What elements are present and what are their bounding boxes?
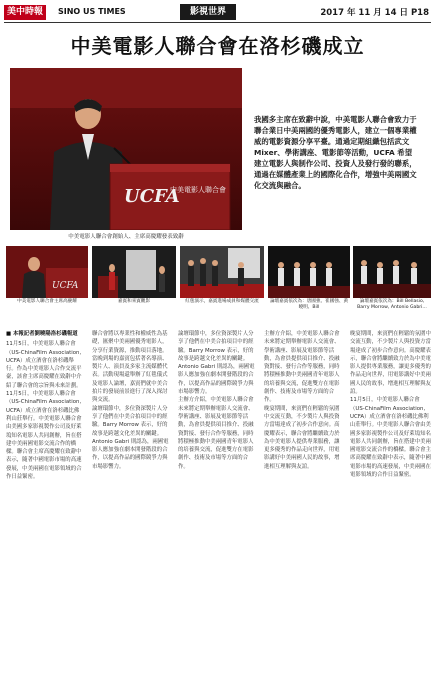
body-column-2: [92, 330, 170, 692]
body-column-3: [178, 330, 256, 692]
photo-4-caption: 論壇嘉賓依次為：唐國強、崔國強、黃曉明、Bill: [269, 299, 349, 310]
photo-row: [6, 246, 431, 310]
body-paragraph: 論壇環節中，多位資深製片人分享了他們在中美合拍項目中的經驗。Barry Morrow 表示，好的故事是跨越文化差異的關鍵。Antonio Gabri 則認為，兩國電影人應加強在劇本開發階段的合作，以提高作品的國際競爭力與市場影響力。: [178, 331, 255, 396]
photo-1-caption: 中美電影人聯合會主席高慶耀: [17, 299, 77, 304]
masthead-logo: 美中時報: [4, 5, 46, 20]
body-subhead: ■ 本報記者劉曉陽洛杉磯報道: [6, 331, 78, 337]
photo-3: [180, 246, 264, 298]
photo-3-caption: 紅毯演示，嘉賓進場成員和媒體交流: [185, 299, 259, 304]
svg-text:UCFA: UCFA: [52, 281, 79, 291]
body-column-4: [264, 330, 342, 692]
date-text: 2017 年 11 月 14 日: [320, 8, 408, 18]
section-label: 影視世界: [180, 4, 236, 20]
photo-5: [353, 246, 431, 298]
body-paragraph: 晚宴期間，來賓們在輕鬆的氛圍中交流互動，不少製片人與投資方當場達成了初步合作意向。高慶耀表示，聯合會將繼續致力於為中美電影人提供專業服務，讓更多優秀的作品走向世界，用電影講好中美兩國人民的故事，增進相互理解與友誼。: [264, 405, 340, 470]
photo-5-caption: 論壇嘉賓依次為：Bill Bellasio, Barry Morrow, Antonio Gabri...: [357, 299, 427, 310]
lede-paragraph: 我國多主席在致辭中說，中美電影人聯合會致力于聯合業日中美兩國的優秀電影人，建立一個專業權威的電影資源分享平臺。通過定期組織包括武文 Mixer、學術講座、電影節等活動，UCFA 希望建立電影人與制作公司、投資人及發行發的聯系，通過在媒體產業上的國際化合作，增強中美兩國文化交流與融合。: [254, 115, 417, 190]
article-body: [6, 330, 431, 692]
photo-2: [92, 246, 176, 298]
masthead-title-en: SINO US TIMES: [58, 7, 126, 16]
body-column-5: [350, 330, 431, 692]
svg-text:UCFA: UCFA: [124, 186, 180, 207]
photo-4: [268, 246, 350, 298]
podium-title: 中美電影人聯合會: [170, 186, 226, 194]
hero-caption: 中美電影人聯合會創始人、主席高慶耀發表致辭: [68, 234, 184, 240]
header-rule: [4, 22, 431, 23]
body-paragraph: 聯合會將以專業性和權威性為基礎，匯聚中美兩國優秀電影人，分享行業資源，推動項目落地。當晚到場的嘉賓包括著名導演、製片人、演員及多家主流媒體代表。活動現場還舉辦了紅毯儀式及電影人論壇，嘉賓們就中美合拍片的發展前景進行了深入探討與交流。: [92, 331, 168, 404]
headline: 中美電影人聯合會在洛杉磯成立: [70, 34, 365, 58]
body-intro: 11月5日，中美電影人聯合會（US-ChinaFilm Association, UCFA）成立酒會在洛杉磯舉行。作為中美電影人合作交流平臺，該會主席高慶耀在致辭中介紹了聯合會的宗旨與未來計劃。: [6, 341, 82, 389]
body-paragraph: 主辦方介紹，中美電影人聯合會未來將定期舉辦電影人交流會、學術講座、影展及電影節等活動，為會員提供項目推介、投融資對接、發行合作等服務，同時將積極推動中美兩國青年電影人的培養與交流，促進雙方在電影創作、技術及市場等方面的合作。: [178, 397, 254, 470]
body-paragraph: 11月5日，中美電影人聯合會（US-ChinaFilm Association, UCFA）成立酒會在洛杉磯比佛利山莊舉行。中美電影人聯合會由美國多家影視製作公司及好萊塢知名電影人共同創辦，旨在搭建中美兩國電影交流合作的橋樑。聯合會主席高慶耀在致辭中表示，隨著中國電影市場的高速發展，中美兩國在電影領域的合作日益緊密。: [6, 391, 82, 481]
body-paragraph: 晚宴期間，來賓們在輕鬆的氛圍中交流互動，不少製片人與投資方當場達成了初步合作意向。高慶耀表示，聯合會將繼續致力於為中美電影人提供專業服務，讓更多優秀的作品走向世界，用電影講好中美兩國人民的故事，增進相互理解與友誼。: [350, 331, 431, 396]
photo-2-caption: 嘉賓和來賓觀影: [117, 299, 151, 304]
page-number: P18: [410, 8, 429, 18]
photo-1: [6, 246, 88, 298]
hero-photo: [10, 68, 242, 230]
body-paragraph: 11月5日，中美電影人聯合會（US-ChinaFilm Association, UCFA）成立酒會在洛杉磯比佛利山莊舉行。中美電影人聯合會由美國多家影視製作公司及好萊塢知名電影人共同創辦，旨在搭建中美兩國電影交流合作的橋樑。聯合會主席高慶耀在致辭中表示，隨著中國電影市場的高速發展，中美兩國在電影領域的合作日益緊密。: [350, 397, 431, 479]
page-header: [0, 0, 435, 24]
body-column-1: [6, 330, 84, 692]
issue-date: [320, 6, 429, 18]
body-paragraph: 論壇環節中，多位資深製片人分享了他們在中美合拍項目中的經驗。Barry Morrow 表示，好的故事是跨越文化差異的關鍵。Antonio Gabri 則認為，兩國電影人應加強在劇本開發階段的合作，以提高作品的國際競爭力與市場影響力。: [92, 405, 169, 470]
body-paragraph: 主辦方介紹，中美電影人聯合會未來將定期舉辦電影人交流會、學術講座、影展及電影節等活動，為會員提供項目推介、投融資對接、發行合作等服務，同時將積極推動中美兩國青年電影人的培養與交流，促進雙方在電影創作、技術及市場等方面的合作。: [264, 331, 340, 404]
